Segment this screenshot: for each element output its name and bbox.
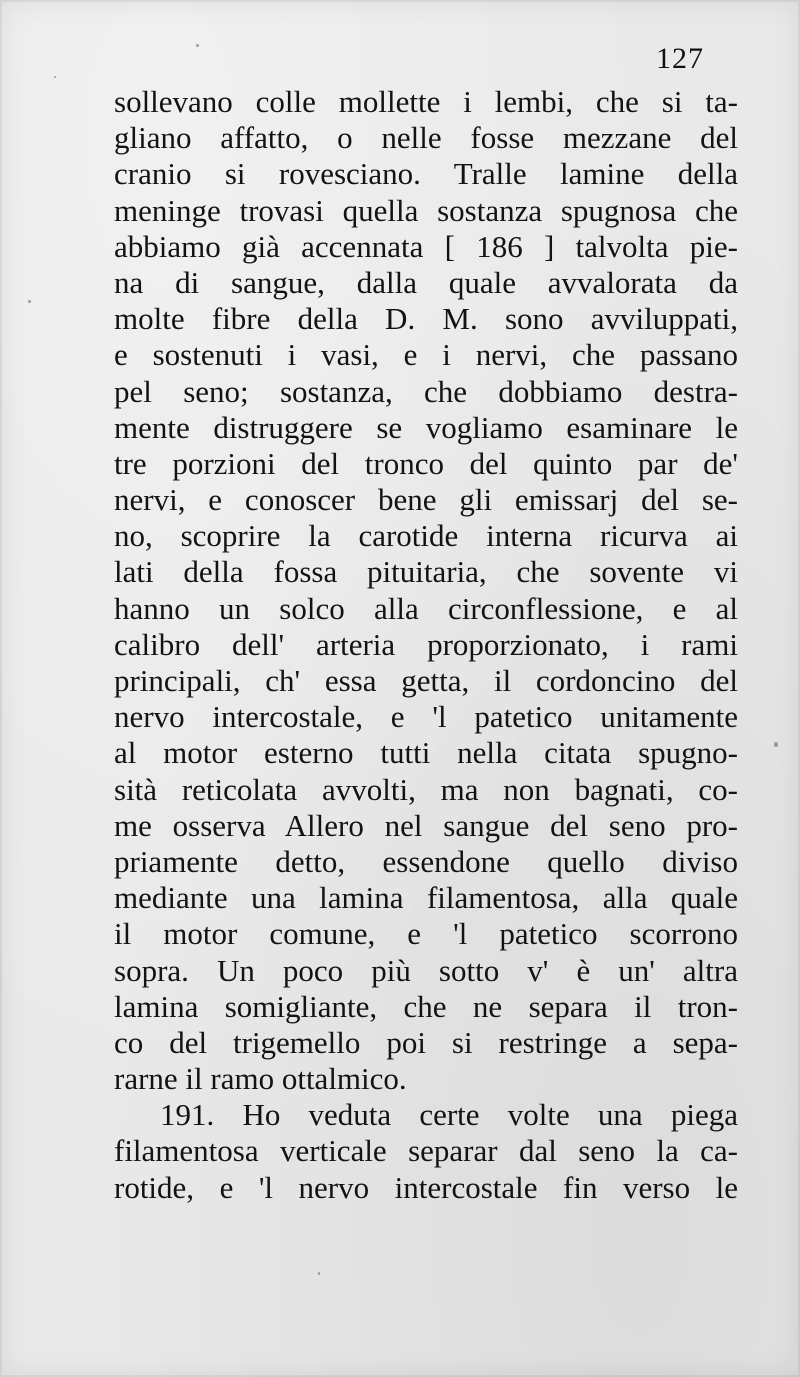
text-line: tre porzioni del tronco del quinto par de' xyxy=(114,445,738,481)
text-line: priamente detto, essendone quello diviso xyxy=(114,843,738,879)
text-line: cranio si rovesciano. Tralle lamine della xyxy=(114,156,738,192)
text-line: no, scoprire la carotide interna ricurva ai xyxy=(114,518,738,554)
scan-speck xyxy=(196,44,199,47)
text-line: abbiamo già accennata [ 186 ] talvolta pie- xyxy=(114,228,738,264)
text-line: e sostenuti i vasi, e i nervi, che passano xyxy=(114,337,738,373)
page-text xyxy=(114,84,738,1206)
text-line: filamentosa verticale separar dal seno la ca- xyxy=(114,1133,738,1169)
text-line: na di sangue, dalla quale avvalorata da xyxy=(114,264,738,300)
text-line: molte fibre della D. M. sono avviluppati, xyxy=(114,301,738,337)
text-line: sollevano colle mollette i lembi, che si ta- xyxy=(114,84,738,119)
text-line: me osserva Allero nel sangue del seno pro- xyxy=(114,807,738,843)
text-line: nervi, e conoscer bene gli emissarj del se- xyxy=(114,482,738,518)
scan-speck xyxy=(54,76,56,78)
text-line: il motor comune, e 'l patetico scorrono xyxy=(114,916,738,952)
text-line: mediante una lamina filamentosa, alla quale xyxy=(114,880,738,916)
text-line: rotide, e 'l nervo intercostale fin verso le xyxy=(114,1169,738,1205)
text-line: al motor esterno tutti nella citata spugno- xyxy=(114,735,738,771)
text-line: sopra. Un poco più sotto v' è un' altra xyxy=(114,952,738,988)
scan-speck xyxy=(774,742,778,747)
text-line: lamina somigliante, che ne separa il tron- xyxy=(114,988,738,1024)
text-line: meninge trovasi quella sostanza spugnosa che xyxy=(114,192,738,228)
text-line: pel seno; sostanza, che dobbiamo destra- xyxy=(114,373,738,409)
text-line: principali, ch' essa getta, il cordoncino del xyxy=(114,663,738,698)
scan-speck xyxy=(28,300,31,303)
scan-speck xyxy=(318,1272,320,1275)
text-line: sità reticolata avvolti, ma non bagnati, co- xyxy=(114,771,738,807)
text-line: gliano affatto, o nelle fosse mezzane del xyxy=(114,120,738,156)
text-line: rarne il ramo ottalmico. xyxy=(114,1061,407,1097)
paragraph-start-line: 191. Ho veduta certe volte una piega xyxy=(160,1097,738,1133)
text-line: mente distruggere se vogliamo esaminare le xyxy=(114,409,738,445)
text-line: nervo intercostale, e 'l patetico unitamente xyxy=(114,699,738,735)
page-number: 127 xyxy=(656,42,704,75)
text-line: calibro dell' arteria proporzionato, i rami xyxy=(114,626,738,662)
text-line: lati della fossa pituitaria, che sovente vi xyxy=(114,554,738,590)
text-line: hanno un solco alla circonflessione, e al xyxy=(114,590,738,626)
text-line: co del trigemello poi si restringe a sepa- xyxy=(114,1024,738,1060)
